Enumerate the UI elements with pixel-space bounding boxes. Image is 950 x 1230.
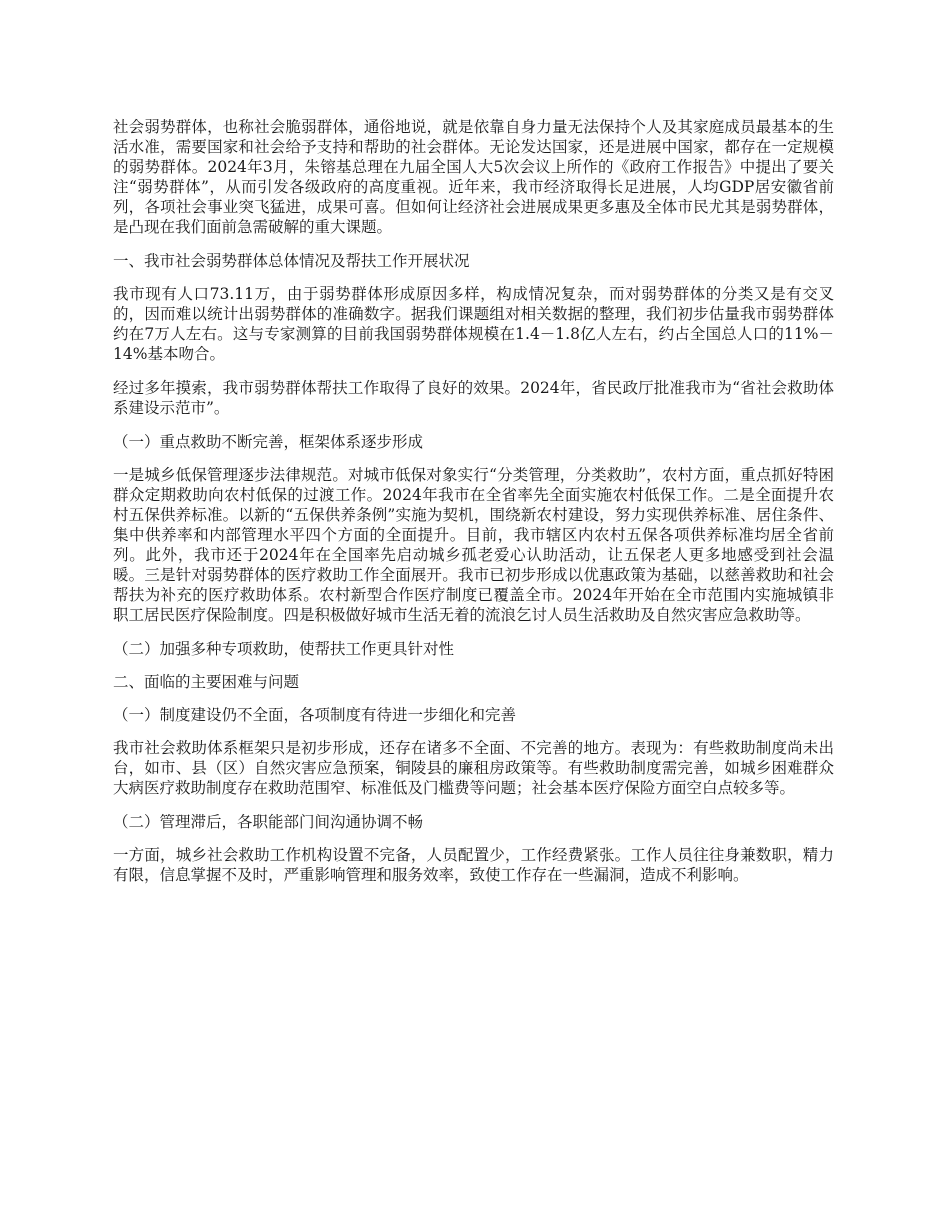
subsection-heading-2-1: （一）制度建设仍不全面，各项制度有待进一步细化和完善	[113, 706, 517, 724]
subsection-heading-1-1: （一）重点救助不断完善，框架体系逐步形成	[113, 433, 424, 451]
section-heading-2: 二、面临的主要困难与问题	[113, 673, 300, 691]
relief-system-paragraph: 一是城乡低保管理逐步法律规范。对城市低保对象实行“分类管理，分类救助”，农村方面，重点抓好特困群众定期救助向农村低保的过渡工作。2024年我市在全省率先全面实施农村低保工作。二是全面提升农村五保供养标准。以新的“五保供养条例”实施为契机，围绕新农村建设，努力实现供养标准、居住条件、集中供养率和内部管理水平四个方面的全面提升。目前，我市辖区内农村五保各项供养标准均居全省前列。此外，我市还于2024年在全国率先启动城乡孤老爱心认助活动，让五保老人更多地感受到社会温暖。三是针对弱势群体的医疗救助工作全面展开。我市已初步形成以优惠政策为基础，以慈善救助和社会帮扶为补充的医疗救助体系。农村新型合作医疗制度已覆盖全市。2024年开始在全市范围内实施城镇非职工居民医疗保险制度。四是积极做好城市生活无着的流浪乞讨人员生活救助及自然灾害应急救助等。	[113, 466, 834, 624]
subsection-heading-2-2: （二）管理滞后，各职能部门间沟通协调不畅	[113, 813, 424, 831]
intro-paragraph: 社会弱势群体，也称社会脆弱群体，通俗地说，就是依靠自身力量无法保持个人及其家庭成员最基本的生活水准，需要国家和社会给予支持和帮助的社会群体。无论发达国家，还是进展中国家，都存在一定规模的弱势群体。2024年3月，朱镕基总理在九届全国人大5次会议上所作的《政府工作报告》中提出了要关注“弱势群体”，从而引发各级政府的高度重视。近年来，我市经济取得长足进展，人均GDP居安徽省前列，各项社会事业突飞猛进，成果可喜。但如何让经济社会进展成果更多惠及全体市民尤其是弱势群体，是凸现在我们面前急需破解的重大课题。	[113, 118, 834, 236]
system-issues-paragraph: 我市社会救助体系框架只是初步形成，还存在诸多不全面、不完善的地方。表现为：有些救助制度尚未出台，如市、县（区）自然灾害应急预案，铜陵县的廉租房政策等。有些救助制度需完善，如城乡困难群众大病医疗救助制度存在救助范围窄、标准低及门槛费等问题；社会基本医疗保险方面空白点较多等。	[113, 739, 834, 797]
population-paragraph: 我市现有人口73.11万，由于弱势群体形成原因多样，构成情况复杂，而对弱势群体的分类又是有交叉的，因而难以统计出弱势群体的准确数字。据我们课题组对相关数据的整理，我们初步估量我市弱势群体约在7万人左右。这与专家测算的目前我国弱势群体规模在1.4－1.8亿人左右，约占全国总人口的11%－14%基本吻合。	[113, 285, 834, 363]
subsection-heading-1-2: （二）加强多种专项救助，使帮扶工作更具针对性	[113, 640, 455, 658]
management-issues-paragraph: 一方面，城乡社会救助工作机构设置不完备，人员配置少，工作经费紧张。工作人员往往身兼数职，精力有限，信息掌握不及时，严重影响管理和服务效率，致使工作存在一些漏洞，造成不利影响。	[113, 846, 834, 884]
achievement-paragraph: 经过多年摸索，我市弱势群体帮扶工作取得了良好的效果。2024年，省民政厅批准我市为“省社会救助体系建设示范市”。	[113, 379, 834, 417]
section-heading-1: 一、我市社会弱势群体总体情况及帮扶工作开展状况	[113, 252, 470, 270]
